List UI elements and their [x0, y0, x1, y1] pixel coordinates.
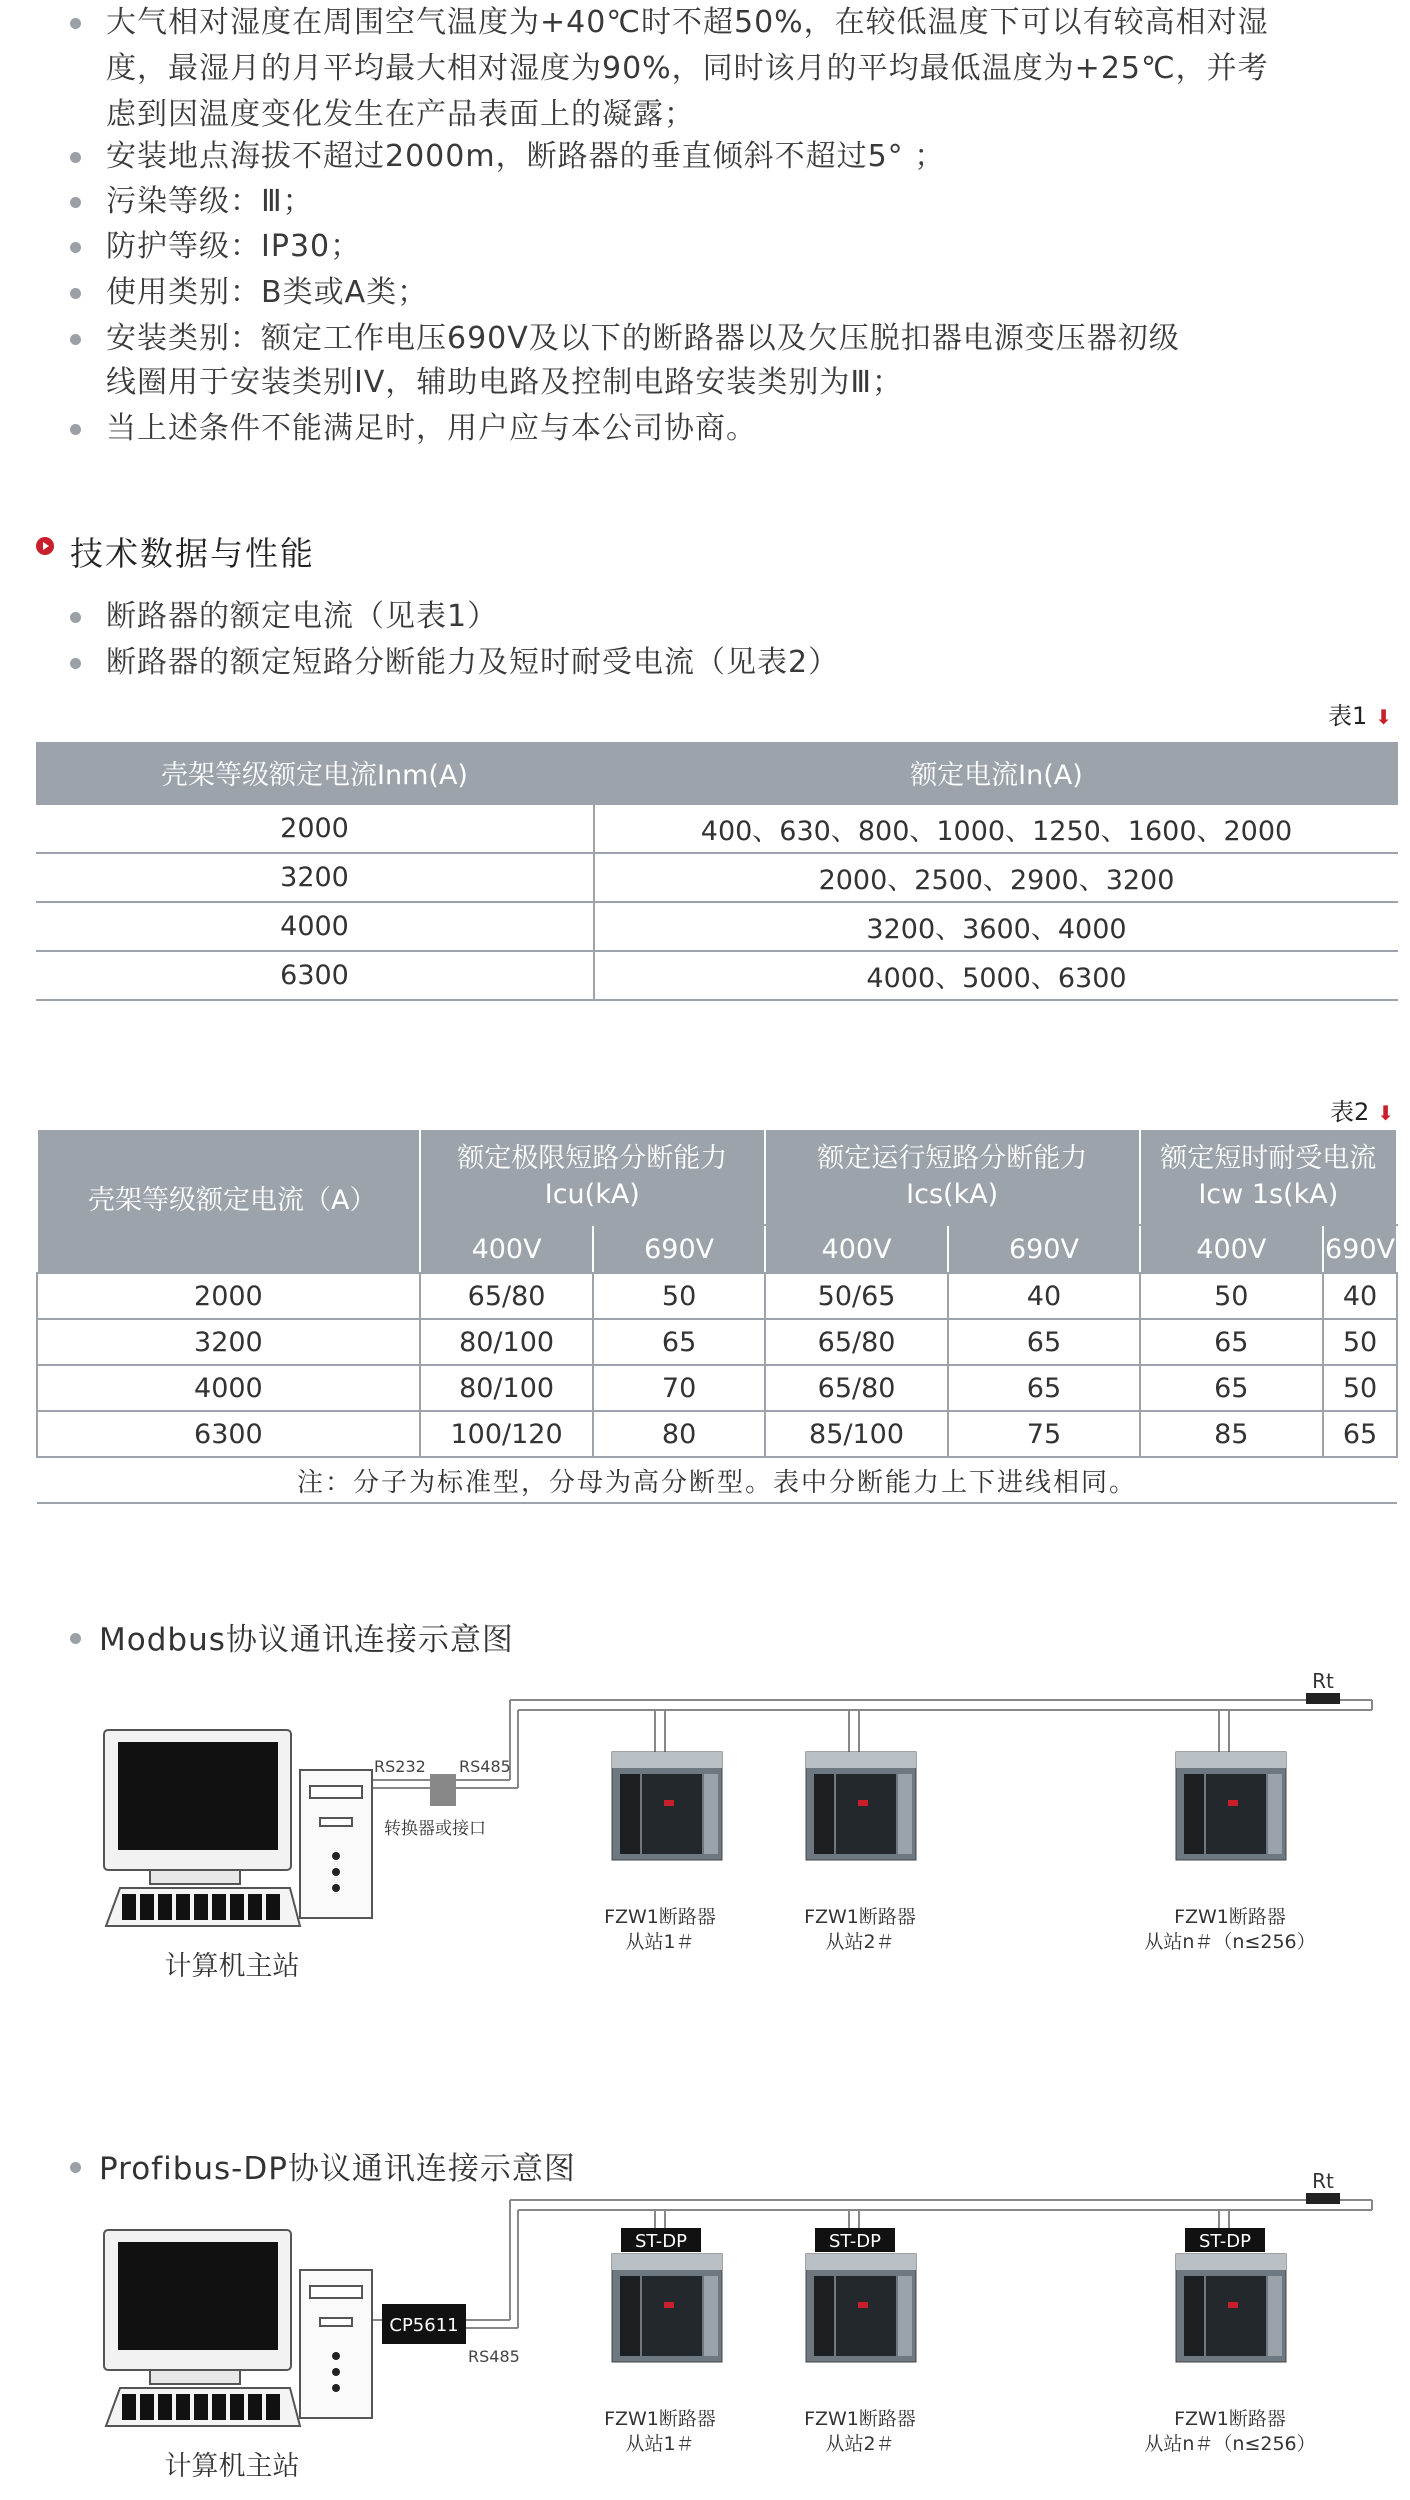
table-cell: 3200 — [37, 1319, 420, 1365]
rt-label: Rt — [1312, 2170, 1334, 2193]
table-cell: 50/65 — [765, 1273, 948, 1319]
breaker-icon — [806, 2254, 916, 2362]
table-cell: 3200、3600、4000 — [594, 902, 1398, 951]
play-circle-icon — [36, 537, 54, 555]
breaking-capacity-table — [36, 1128, 1398, 1504]
table-row — [36, 853, 1398, 902]
table-cell: 50 — [593, 1273, 764, 1319]
bullet-dot — [70, 288, 81, 299]
table1-caption: 表1 ⬇ — [1328, 702, 1393, 730]
table-cell: 40 — [1323, 1273, 1397, 1319]
bullet-dot — [70, 658, 81, 669]
slave-name: FZW1断路器 — [604, 2408, 716, 2430]
master-label: 计算机主站 — [164, 2451, 300, 2482]
table-header-cell: 壳架等级额定电流（A） — [37, 1129, 420, 1273]
bullet-dot — [70, 612, 81, 623]
slave-name: FZW1断路器 — [604, 1906, 716, 1928]
table-cell: 3200 — [36, 853, 594, 902]
table-cell: 6300 — [37, 1411, 420, 1457]
table-row — [36, 902, 1398, 951]
slave-station: 从站2＃ — [825, 2433, 895, 2455]
profibus-diagram-title: Profibus-DP协议通讯连接示意图 — [70, 2143, 576, 2188]
table-header-cell: 400V — [1140, 1225, 1323, 1273]
table-header-cell: 壳架等级额定电流Inm(A) — [36, 742, 594, 804]
breaker-icon — [1176, 1752, 1286, 1860]
st-dp-label: ST-DP — [829, 2231, 881, 2252]
master-label: 计算机主站 — [164, 1951, 300, 1982]
table-cell: 4000、5000、6300 — [594, 951, 1398, 1000]
table-cell: 65 — [948, 1365, 1139, 1411]
table2-caption: 表2 ⬇ — [1330, 1098, 1395, 1126]
table-cell: 80/100 — [420, 1319, 594, 1365]
modbus-diagram — [0, 1670, 1410, 2000]
table-group-header: 额定极限短路分断能力 Icu(kA) — [420, 1129, 765, 1225]
slave-station: 从站2＃ — [825, 1931, 895, 1953]
table-note: 注：分子为标准型，分母为高分断型。表中分断能力上下进线相同。 — [37, 1457, 1397, 1503]
table-cell: 75 — [948, 1411, 1139, 1457]
bullet-dot — [70, 242, 81, 253]
table-row — [37, 1319, 1397, 1365]
converter-icon — [430, 1774, 456, 1806]
table-cell: 100/120 — [420, 1411, 594, 1457]
breaker-icon — [612, 1752, 722, 1860]
slave-station: 从站n＃（n≤256） — [1144, 1931, 1316, 1953]
bullet-dot — [70, 152, 81, 163]
table-row — [36, 804, 1398, 853]
terminator-resistor — [1306, 2193, 1340, 2204]
table-cell: 4000 — [36, 902, 594, 951]
bullet-dot — [70, 1633, 81, 1644]
table-cell: 50 — [1140, 1273, 1323, 1319]
slave-name: FZW1断路器 — [1174, 1906, 1286, 1928]
table-cell: 65 — [948, 1319, 1139, 1365]
converter-label: 转换器或接口 — [384, 1819, 486, 1839]
download-arrow-icon: ⬇ — [1375, 705, 1393, 729]
table-cell: 70 — [593, 1365, 764, 1411]
computer-icon — [104, 2230, 372, 2426]
condition-line: 虑到因温度变化发生在产品表面上的凝露； — [106, 97, 695, 132]
table-group-header: 额定短时耐受电流 Icw 1s(kA) — [1140, 1129, 1397, 1225]
table-header-cell: 690V — [593, 1225, 764, 1273]
st-dp-label: ST-DP — [635, 2231, 687, 2252]
table-row — [37, 1365, 1397, 1411]
computer-icon — [104, 1730, 372, 1926]
rated-current-table — [36, 742, 1398, 1001]
download-arrow-icon: ⬇ — [1377, 1101, 1395, 1125]
table-row — [37, 1273, 1397, 1319]
table-cell: 2000 — [36, 804, 594, 853]
table-header-row — [36, 742, 1398, 804]
bullet-dot — [70, 197, 81, 208]
table-cell: 65/80 — [420, 1273, 594, 1319]
bullet-dot — [70, 334, 81, 345]
table-header-cell: 400V — [765, 1225, 948, 1273]
table-header-cell: 690V — [948, 1225, 1139, 1273]
table-cell: 65/80 — [765, 1365, 948, 1411]
rs232-label: RS232 — [374, 1757, 426, 1776]
breaker-icon — [1176, 2254, 1286, 2362]
slave-station: 从站1＃ — [625, 1931, 695, 1953]
breaker-icon — [806, 1752, 916, 1860]
table-row — [37, 1411, 1397, 1457]
table-cell: 50 — [1323, 1365, 1397, 1411]
table-cell: 2000、2500、2900、3200 — [594, 853, 1398, 902]
table-row — [36, 951, 1398, 1000]
rs485-label: RS485 — [459, 1757, 511, 1776]
breaker-icon — [612, 2254, 722, 2362]
bullet-dot — [70, 18, 81, 29]
table-cell: 65 — [593, 1319, 764, 1365]
table-cell: 85/100 — [765, 1411, 948, 1457]
condition-line: 度，最湿月的月平均最大相对湿度为90%，同时该月的平均最低温度为+25℃，并考 — [106, 51, 1269, 86]
condition-line: 线圈用于安装类别IV，辅助电路及控制电路安装类别为Ⅲ； — [106, 365, 904, 400]
slave-name: FZW1断路器 — [804, 2408, 916, 2430]
modbus-diagram-title: Modbus协议通讯连接示意图 — [70, 1614, 514, 1659]
bullet-dot — [70, 424, 81, 435]
table-header-cell: 额定电流In(A) — [594, 742, 1398, 804]
table-header-row — [37, 1129, 1397, 1225]
table-header-cell: 690V — [1323, 1225, 1397, 1273]
slave-name: FZW1断路器 — [1174, 2408, 1286, 2430]
table-cell: 65 — [1323, 1411, 1397, 1457]
table-cell: 40 — [948, 1273, 1139, 1319]
slave-station: 从站1＃ — [625, 2433, 695, 2455]
cp5611-label: CP5611 — [389, 2315, 459, 2336]
table-cell: 65 — [1140, 1319, 1323, 1365]
table-cell: 6300 — [36, 951, 594, 1000]
profibus-diagram — [0, 2170, 1410, 2500]
table-cell: 85 — [1140, 1411, 1323, 1457]
table-cell: 65/80 — [765, 1319, 948, 1365]
terminator-resistor — [1306, 1693, 1340, 1704]
st-dp-label: ST-DP — [1199, 2231, 1251, 2252]
table-cell: 80 — [593, 1411, 764, 1457]
table-cell: 4000 — [37, 1365, 420, 1411]
rs485-label: RS485 — [468, 2347, 520, 2366]
table-cell: 80/100 — [420, 1365, 594, 1411]
table-cell: 2000 — [37, 1273, 420, 1319]
slave-name: FZW1断路器 — [804, 1906, 916, 1928]
table-group-header: 额定运行短路分断能力 Ics(kA) — [765, 1129, 1140, 1225]
slave-station: 从站n＃（n≤256） — [1144, 2433, 1316, 2455]
table-cell: 50 — [1323, 1319, 1397, 1365]
table-cell: 65 — [1140, 1365, 1323, 1411]
rt-label: Rt — [1312, 1670, 1334, 1693]
table-header-cell: 400V — [420, 1225, 594, 1273]
table-note-row — [37, 1457, 1397, 1503]
table-cell: 400、630、800、1000、1250、1600、2000 — [594, 804, 1398, 853]
